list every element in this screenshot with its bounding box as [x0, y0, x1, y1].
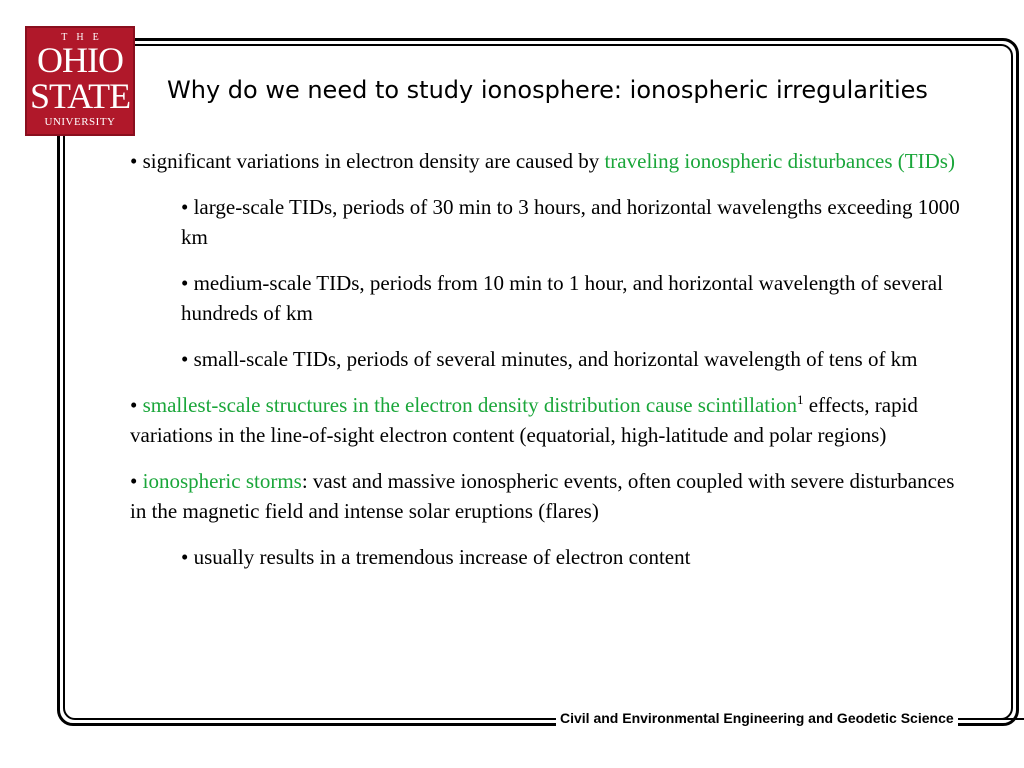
bullet-highlight: smallest-scale structures in the electron density distribution cause scintillation — [137, 393, 797, 417]
slide-content — [130, 146, 970, 588]
bullet-highlight: ionospheric storms — [137, 469, 302, 493]
ohio-state-logo — [25, 26, 135, 136]
logo-state-text: STATE — [29, 76, 131, 116]
bullet-text: significant variations in electron density are caused by — [137, 149, 605, 173]
bullet-marker: • — [130, 469, 138, 493]
slide-title: Why do we need to study ionosphere: ionospheric irregularities — [167, 76, 928, 104]
bullet-marker: • — [130, 149, 138, 173]
logo-university-text: UNIVERSITY — [44, 116, 116, 128]
footer-department: Civil and Environmental Engineering and Geodetic Science — [556, 710, 958, 726]
bullet-marker: • — [130, 393, 138, 417]
logo-the-text: THE — [61, 32, 108, 43]
logo-ohio-text: OHIO — [37, 40, 123, 80]
bullet-tids — [130, 146, 970, 176]
sub-bullet-small-scale: • small-scale TIDs, periods of several minutes, and horizontal wavelength of tens of km — [181, 347, 918, 371]
bullet-text: effects, rapid variations in the line-of-sight electron content (equatorial, high-latitude and polar regions) — [130, 393, 918, 447]
footnote-marker: 1 — [796, 392, 804, 407]
sub-bullet-large-scale: • large-scale TIDs, periods of 30 min to 3 hours, and horizontal wavelengths exceeding 1000 km — [181, 195, 960, 249]
bullet-text: : vast and massive ionospheric events, often coupled with severe disturbances in the magnetic field and intense solar eruptions (flares) — [130, 469, 955, 523]
bullet-ionospheric-storms — [130, 466, 970, 526]
sub-bullet-electron-content: • usually results in a tremendous increase of electron content — [181, 545, 691, 569]
sub-bullet-medium-scale: • medium-scale TIDs, periods from 10 min to 1 hour, and horizontal wavelength of several hundreds of km — [181, 271, 943, 325]
bullet-scintillation — [130, 390, 970, 450]
bullet-highlight: traveling ionospheric disturbances (TIDs) — [604, 149, 955, 173]
